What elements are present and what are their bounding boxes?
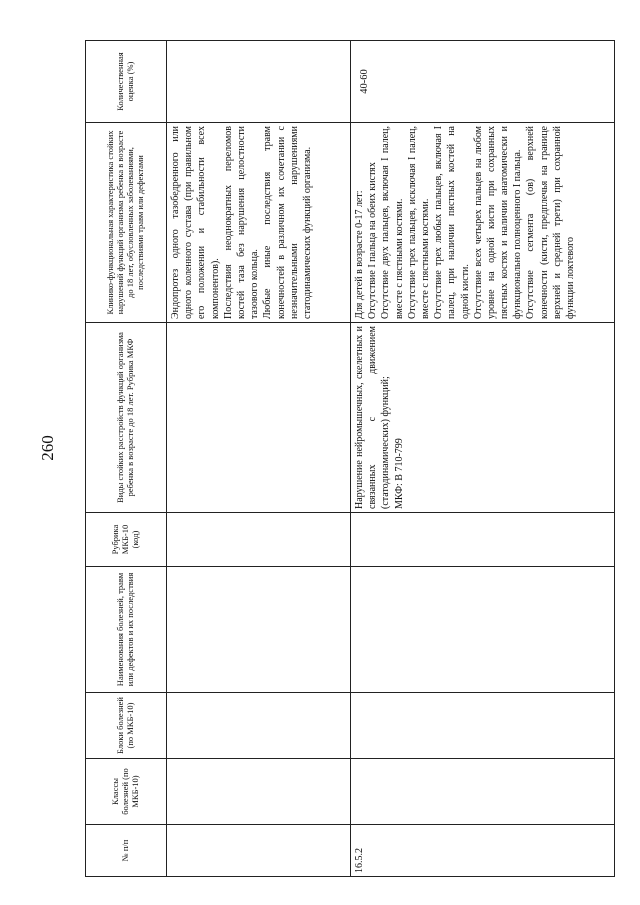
cell-score: 40-60 xyxy=(351,41,615,123)
table-row xyxy=(351,41,615,877)
cell-disease xyxy=(351,567,615,693)
header-number: № п/п xyxy=(86,825,167,877)
cell-disorder xyxy=(167,323,351,513)
cell-block xyxy=(351,693,615,759)
clinical-text: Любые иные последствия травм конечностей в различном их сочетании с незначительными нарушениями статодинамических функций организма. xyxy=(262,126,313,319)
page-number: 260 xyxy=(38,435,57,461)
cell-icd xyxy=(167,513,351,567)
clinical-text: Для детей в возрасте 0-17 лет: xyxy=(354,190,365,319)
header-disease-names: Наименования болезней, травм или дефектов и их последствия xyxy=(86,567,167,693)
cell-number: 16.5.2 xyxy=(351,825,615,877)
cell-number xyxy=(167,825,351,877)
clinical-text: Отсутствие всех четырех пальцев на любом уровне на одной кисти при сохранных пястных костях и наличии анатомически и функционально полноценного I пальца. xyxy=(472,126,524,319)
icf-code: МКФ: В 710-799 xyxy=(393,438,405,509)
header-icd-code: Рубрика МКБ-10 (код) xyxy=(86,513,167,567)
cell-disorder xyxy=(351,323,615,513)
clinical-text: Отсутствие трех любых пальцев, включая I палец, при наличии пястных костей на одной кисти. xyxy=(433,126,471,319)
table-row xyxy=(167,41,351,877)
clinical-text: Эндопротез одного тазобедренного или одного коленного сустава (при правильном его положении и стабильности всех компонентов). xyxy=(170,126,221,319)
cell-clinical xyxy=(167,123,351,323)
header-disease-classes: Классы болезней (по МКБ-10) xyxy=(86,759,167,825)
rotated-table-sheet xyxy=(85,41,615,877)
clinical-text: Последствия неоднократных переломов костей таза без нарушения целостности тазового кольца. xyxy=(222,126,261,319)
header-quantitative-score: Количественная оценка (%) xyxy=(86,41,167,123)
disorder-text: Нарушение нейромышечных, скелетных и связанных с движением (статодинамических) функций; xyxy=(354,326,392,509)
header-clinical-characteristic: Клинико-функциональная характеристика стойких нарушений функций организма ребенка в возрасте до 18 лет, обусловленных заболеваниями, последствиями травм или дефектами xyxy=(86,123,167,323)
clinical-text: Отсутствие сегмента (ов) верхней конечности (кисти, предплечья на границе верхней и средней трети) при сохранной функции локтевого xyxy=(525,126,576,319)
cell-class xyxy=(167,759,351,825)
table-header-row xyxy=(86,41,167,877)
cell-disease xyxy=(167,567,351,693)
clinical-text: Отсутствие трех пальцев, исключая I палец, вместе с пястными костями. xyxy=(406,126,431,319)
disability-criteria-table xyxy=(85,40,615,877)
header-disorder-types: Виды стойких расстройств функций организма ребенка в возрасте до 18 лет. Рубрика МКФ xyxy=(86,323,167,513)
cell-clinical xyxy=(351,123,615,323)
cell-block xyxy=(167,693,351,759)
header-disease-blocks: Блоки болезней (по МКБ-10) xyxy=(86,693,167,759)
cell-class xyxy=(351,759,615,825)
clinical-text: Отсутствие I пальца на обеих кистях xyxy=(367,162,379,319)
cell-icd xyxy=(351,513,615,567)
cell-score xyxy=(167,41,351,123)
clinical-text: Отсутствие двух пальцев, включая I палец, вместе с пястными костями. xyxy=(380,126,405,319)
